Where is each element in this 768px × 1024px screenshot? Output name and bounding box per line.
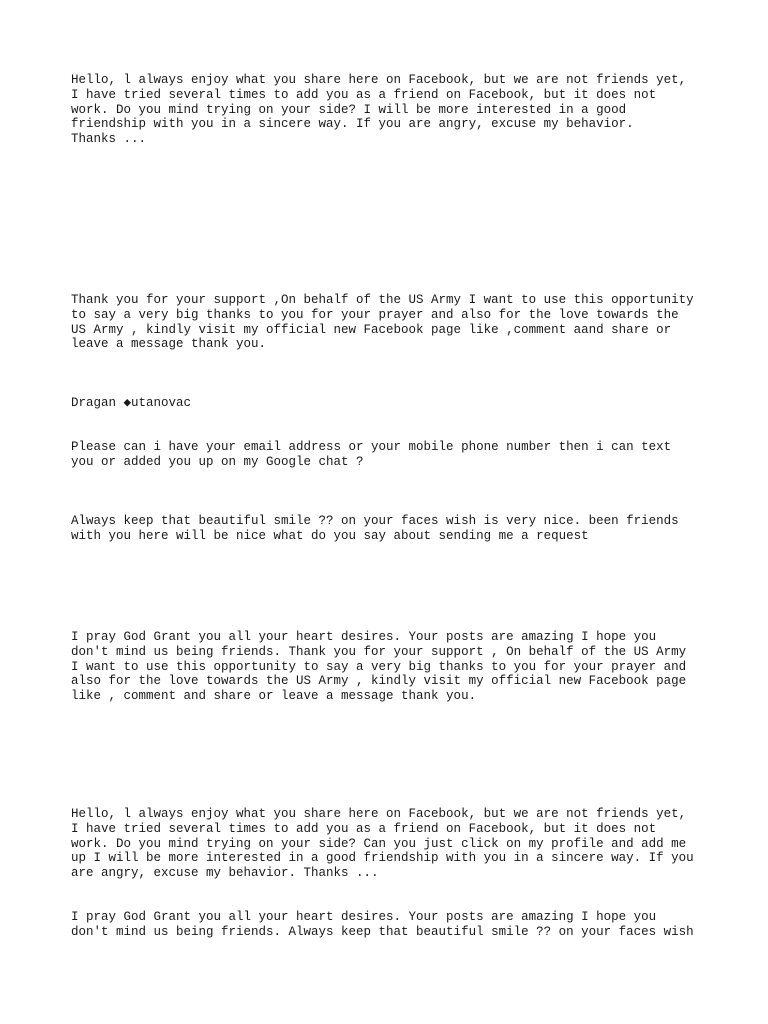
paragraph-friend-request-2: Hello, l always enjoy what you share here on Facebook, but we are not friends yet, I have tried several times to add you as a friend on Facebook, but it does not work. Do you mind trying on your side? Can you just click on my profile and add me up I will be more interested in a good friendship with you in a sincere way. If you are angry, excuse my behavior. Thanks ... (71, 807, 694, 881)
paragraph-friend-request-1: Hello, l always enjoy what you share here on Facebook, but we are not friends yet, I have tried several times to add you as a friend on Facebook, but it does not work. Do you mind trying on your side? I will be more interested in a good friendship with you in a sincere way. If you are angry, excuse my behavior. Thanks ... (71, 73, 687, 147)
paragraph-smile-message: Always keep that beautiful smile ?? on your faces wish is very nice. been friends with you here will be nice what do you say about sending me a request (71, 514, 679, 543)
paragraph-prayer-message-2: I pray God Grant you all your heart desires. Your posts are amazing I hope you don't mind us being friends. Always keep that beautiful smile ?? on your faces wish (71, 910, 694, 939)
paragraph-contact-request: Please can i have your email address or your mobile phone number then i can text you or added you up on my Google chat ? (71, 440, 672, 469)
paragraph-prayer-message: I pray God Grant you all your heart desires. Your posts are amazing I hope you don't mind us being friends. Thank you for your support , On behalf of the US Army I want to use this opportunity to say a very big thanks to you for your prayer and also for the love towards the US Army , kindly visit my official new Facebook page like , comment and share or leave a message thank you. (71, 630, 687, 704)
paragraph-signature-name: Dragan ◆utanovac (71, 396, 192, 410)
paragraph-us-army-support: Thank you for your support ,On behalf of the US Army I want to use this opportunity to say a very big thanks to you for your prayer and also for the love towards the US Army , kindly visit my official new Facebook page like ,comment aand share or leave a message thank you. (71, 293, 694, 352)
